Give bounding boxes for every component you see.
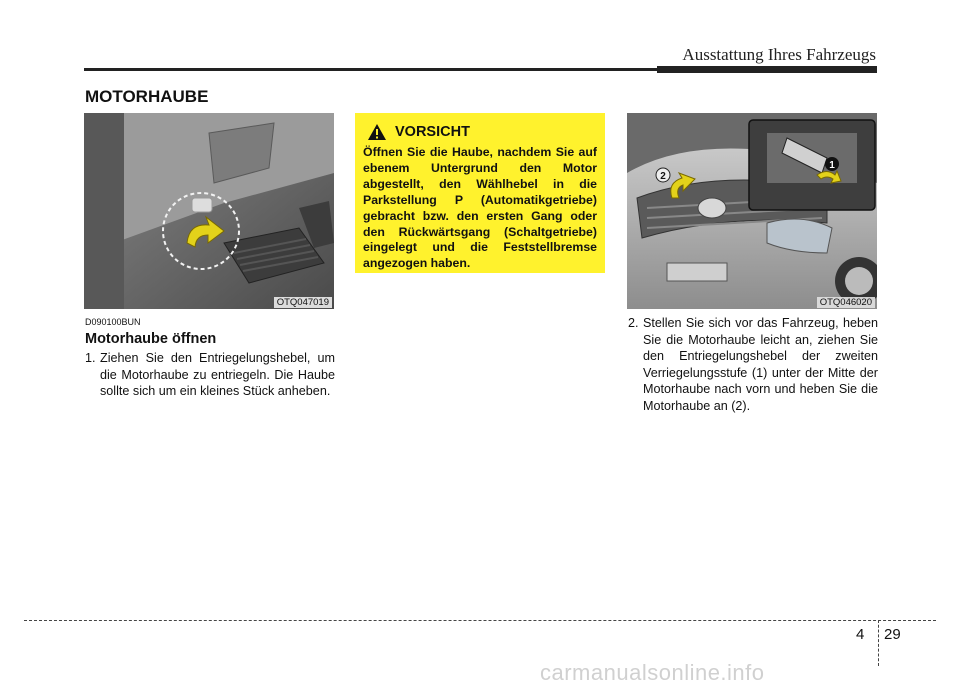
footer-divider (24, 620, 936, 621)
callout-2: 2 (660, 171, 666, 182)
footer-vertical-divider (878, 620, 879, 666)
subheading-open-hood: Motorhaube öffnen (85, 331, 217, 347)
step-2-text: Stellen Sie sich vor das Fahrzeug, heben Sie die Motorhaube leicht an, ziehen Sie den Entriegelungshebel der zweiten Verriegelungsstufe (1) unter der Mitte der Motorhaube nach vorn und heben Sie die Motorhaube an (2). (643, 316, 878, 413)
watermark: carmanualsonline.info (540, 660, 765, 685)
section-title: MOTORHAUBE (85, 87, 209, 106)
step-1-text: Ziehen Sie den Entriegelungshebel, um die Motorhaube zu entriegeln. Die Haube sollte sich um ein kleines Stück anheben. (100, 351, 335, 398)
photo-code-right: OTQ046020 (817, 297, 875, 308)
caution-header (367, 123, 597, 141)
warning-triangle-icon (367, 123, 387, 141)
document-code: D090100BUN (85, 317, 141, 327)
header-rule (84, 68, 877, 71)
car-front-hood-latch-photo (627, 113, 877, 309)
chapter-number: 4 (856, 626, 865, 643)
hood-release-lever-photo (84, 113, 334, 309)
step-2-number: 2. (628, 316, 639, 330)
step-1 (85, 350, 335, 400)
footwell-illustration (84, 113, 334, 309)
caution-text: Öffnen Sie die Haube, nachdem Sie auf ebenem Untergrund den Motor abgestellt, den Wählhebel in die Parkstellung P (Automatikgetriebe) gebracht bzw. den ersten Gang oder den Rückwärtsgang (Schaltgetriebe) eingelegt und die Feststellbremse angezogen haben. (363, 145, 597, 271)
callout-1: 1 (829, 160, 835, 171)
caution-box (355, 113, 605, 273)
step-1-number: 1. (85, 351, 96, 365)
page-number: 29 (884, 626, 901, 643)
chapter-title: Ausstattung Ihres Fahrzeugs (682, 45, 876, 64)
car-front-illustration (627, 113, 877, 309)
step-2 (628, 315, 878, 414)
caution-title: VORSICHT (395, 124, 470, 140)
photo-code-left: OTQ047019 (274, 297, 332, 308)
